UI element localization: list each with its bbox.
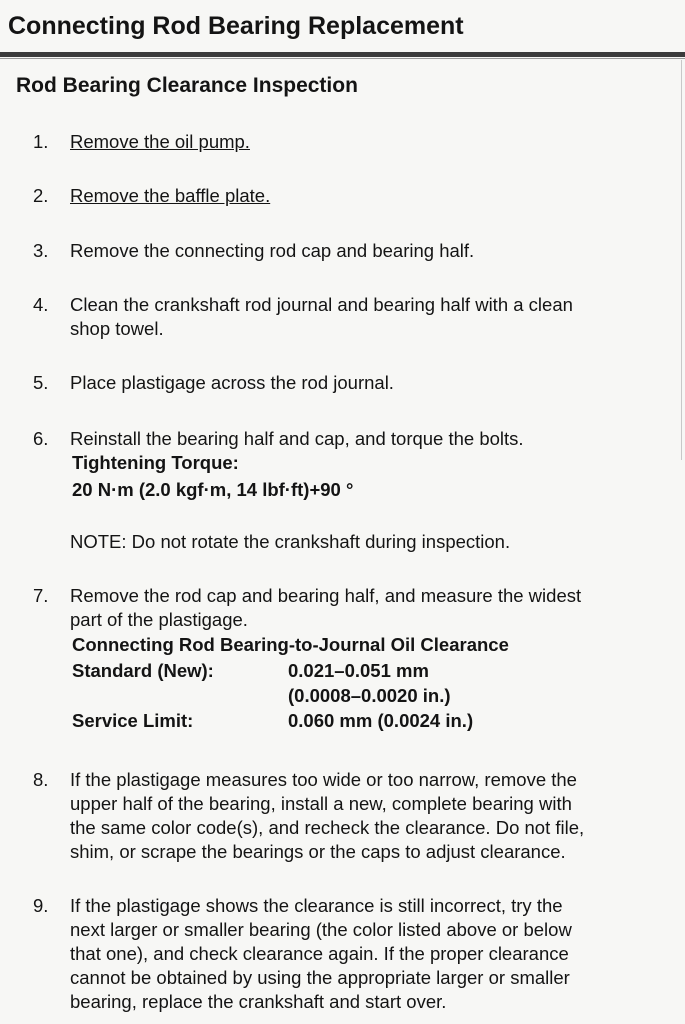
step-number: 3.	[33, 240, 49, 261]
step-text-line: Remove the rod cap and bearing half, and measure the widest	[70, 585, 582, 606]
step-text: Place plastigage across the rod journal.	[70, 372, 394, 393]
step-text-line: the same color code(s), and recheck the clearance. Do not file,	[70, 817, 585, 838]
step-text: Reinstall the bearing half and cap, and torque the bolts.	[70, 428, 524, 449]
step-text-line: upper half of the bearing, install a new, complete bearing with	[70, 793, 572, 814]
torque-value: 20 N·m (2.0 kgf·m, 14 lbf·ft)+90 °	[72, 479, 354, 500]
step-number: 9.	[33, 895, 49, 916]
step-number: 2.	[33, 185, 49, 206]
standard-value-inches: (0.0008–0.0020 in.)	[288, 685, 451, 706]
step-number: 7.	[33, 585, 49, 606]
page-title: Connecting Rod Bearing Replacement	[8, 12, 464, 40]
section-title: Rod Bearing Clearance Inspection	[16, 74, 358, 97]
remove-baffle-plate-link[interactable]: Remove the baffle plate.	[70, 185, 271, 206]
remove-oil-pump-link[interactable]: Remove the oil pump.	[70, 131, 250, 152]
step-number: 6.	[33, 428, 49, 449]
step-number: 5.	[33, 372, 49, 393]
step-number: 8.	[33, 769, 49, 790]
step-text-line: If the plastigage measures too wide or too narrow, remove the	[70, 769, 577, 790]
standard-value: 0.021–0.051 mm	[288, 660, 429, 681]
step-text-line: part of the plastigage.	[70, 609, 248, 630]
step-text-line: next larger or smaller bearing (the color listed above or below	[70, 919, 572, 940]
step-text-line: that one), and check clearance again. If the proper clearance	[70, 943, 569, 964]
step-text-line: bearing, replace the crankshaft and start over.	[70, 991, 447, 1012]
step-text-line: shim, or scrape the bearings or the caps to adjust clearance.	[70, 841, 566, 862]
service-limit-value: 0.060 mm (0.0024 in.)	[288, 710, 474, 731]
title-divider	[0, 52, 685, 57]
step-number: 4.	[33, 294, 49, 315]
step-text-line: If the plastigage shows the clearance is still incorrect, try the	[70, 895, 563, 916]
service-limit-label: Service Limit:	[72, 710, 194, 731]
step-text-line: shop towel.	[70, 318, 164, 339]
step-number: 1.	[33, 131, 49, 152]
page-edge-line	[681, 60, 682, 460]
title-divider-thin	[0, 58, 685, 59]
spec-service-row	[70, 709, 675, 734]
step-text-line: Clean the crankshaft rod journal and bearing half with a clean	[70, 294, 573, 315]
step-text-line: cannot be obtained by using the appropriate larger or smaller	[70, 967, 570, 988]
step-text: Remove the connecting rod cap and bearing half.	[70, 240, 475, 261]
standard-label: Standard (New):	[72, 660, 214, 681]
spec-standard-in-row	[70, 684, 675, 709]
torque-label: Tightening Torque:	[72, 452, 239, 473]
note-text: NOTE: Do not rotate the crankshaft during inspection.	[70, 531, 511, 552]
spec-standard-row	[70, 659, 675, 684]
spec-title: Connecting Rod Bearing-to-Journal Oil Clearance	[72, 634, 509, 655]
